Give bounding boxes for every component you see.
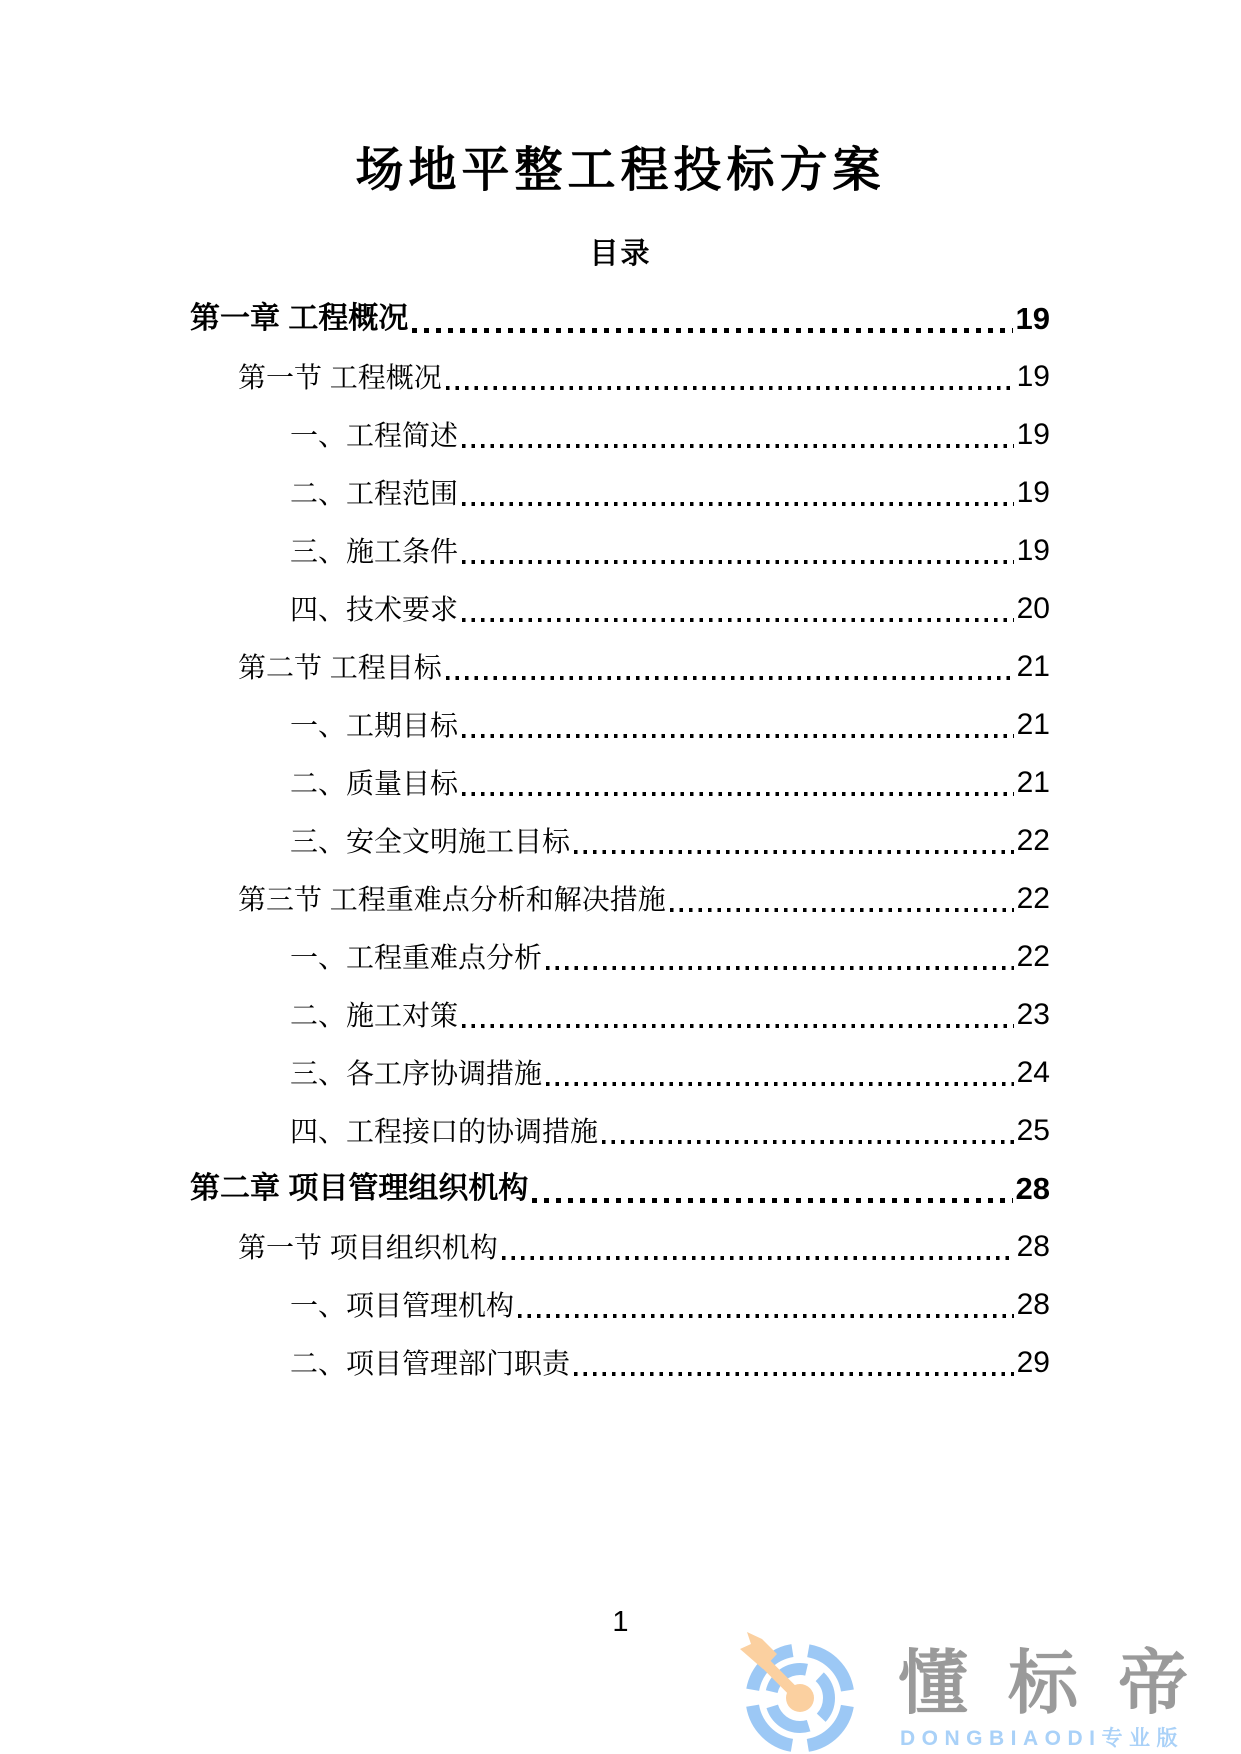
toc-entry-page: 19 — [1016, 534, 1050, 567]
toc-entry-page: 28 — [1015, 1171, 1050, 1206]
toc-dot-leader — [546, 1082, 1014, 1086]
toc-entry[interactable] — [170, 519, 1050, 577]
toc-dot-leader — [574, 850, 1014, 854]
toc-entry-page: 28 — [1016, 1288, 1050, 1321]
toc-dot-leader — [462, 502, 1014, 506]
toc-dot-leader — [670, 908, 1014, 912]
toc-entry[interactable] — [170, 693, 1050, 751]
toc-dot-leader — [574, 1372, 1014, 1376]
toc-dot-leader — [462, 618, 1014, 622]
toc-dot-leader — [446, 386, 1014, 390]
toc-entry-label: 第二节 工程目标 — [238, 652, 442, 683]
toc-entry-page: 19 — [1016, 476, 1050, 509]
toc-entry-label: 二、工程范围 — [290, 478, 459, 509]
toc-entry-page: 22 — [1016, 882, 1050, 915]
toc-entry[interactable] — [170, 925, 1050, 983]
toc-entry-label: 三、安全文明施工目标 — [290, 826, 571, 857]
toc-entry[interactable] — [170, 1041, 1050, 1099]
toc-entry-label: 一、工程重难点分析 — [290, 942, 543, 973]
toc-dot-leader — [546, 966, 1014, 970]
toc-entry-page: 19 — [1015, 301, 1050, 336]
toc-entry-label: 一、项目管理机构 — [290, 1290, 515, 1321]
toc-entry-label: 第二章 项目管理组织机构 — [190, 1172, 529, 1205]
toc-entry[interactable] — [170, 287, 1050, 345]
toc-entry-label: 第一节 项目组织机构 — [238, 1232, 498, 1263]
document-title: 场地平整工程投标方案 — [355, 144, 886, 197]
dongbiaodi-logo-icon — [735, 1630, 865, 1754]
toc-entry[interactable] — [170, 867, 1050, 925]
toc-entry-label: 一、工期目标 — [290, 710, 459, 741]
toc-entry-label: 第三节 工程重难点分析和解决措施 — [238, 884, 666, 915]
toc-entry-page: 21 — [1016, 708, 1050, 741]
toc-entry-page: 25 — [1016, 1114, 1050, 1147]
toc-entry[interactable] — [170, 577, 1050, 635]
toc-dot-leader — [412, 328, 1012, 333]
toc-entry-label: 四、技术要求 — [290, 594, 459, 625]
toc-entry[interactable] — [170, 1157, 1050, 1215]
toc-entry-label: 第一章 工程概况 — [190, 302, 409, 335]
toc-entry[interactable] — [170, 1273, 1050, 1331]
toc-dot-leader — [462, 734, 1014, 738]
toc-dot-leader — [462, 560, 1014, 564]
toc-entry-label: 二、质量目标 — [290, 768, 459, 799]
toc-heading: 目录 — [589, 238, 652, 270]
toc-dot-leader — [446, 676, 1014, 680]
toc-entry-page: 19 — [1016, 360, 1050, 393]
toc-entry[interactable] — [170, 983, 1050, 1041]
toc-entry-label: 四、工程接口的协调措施 — [290, 1116, 599, 1147]
toc-entry[interactable] — [170, 809, 1050, 867]
toc-entry[interactable] — [170, 1215, 1050, 1273]
toc-entry-page: 22 — [1016, 940, 1050, 973]
watermark-brand-text: 懂标帝 — [898, 1644, 1228, 1722]
toc-entry[interactable] — [170, 403, 1050, 461]
toc-entry-label: 第一节 工程概况 — [238, 362, 442, 393]
toc-entry[interactable] — [170, 1099, 1050, 1157]
toc-dot-leader — [462, 444, 1014, 448]
toc-entry[interactable] — [170, 345, 1050, 403]
toc-entry-page: 29 — [1016, 1346, 1050, 1379]
toc-dot-leader — [518, 1314, 1014, 1318]
toc-dot-leader — [502, 1256, 1014, 1260]
toc-entry-page: 23 — [1016, 998, 1050, 1031]
toc-entry-page: 28 — [1016, 1230, 1050, 1263]
toc-dot-leader — [462, 1024, 1014, 1028]
watermark-subtitle-text: DONGBIAODI专业版 — [900, 1727, 1184, 1750]
toc-entry-page: 19 — [1016, 418, 1050, 451]
toc-entry-page: 21 — [1016, 766, 1050, 799]
toc-entry-label: 三、各工序协调措施 — [290, 1058, 543, 1089]
page-number: 1 — [612, 1606, 629, 1638]
toc-dot-leader — [532, 1198, 1012, 1203]
toc-entry[interactable] — [170, 635, 1050, 693]
toc-entry[interactable] — [170, 1331, 1050, 1389]
toc-dot-leader — [602, 1140, 1014, 1144]
toc-entry[interactable] — [170, 461, 1050, 519]
toc-entry-label: 三、施工条件 — [290, 536, 459, 567]
toc-entry-label: 二、施工对策 — [290, 1000, 459, 1031]
toc-entry[interactable] — [170, 751, 1050, 809]
toc-dot-leader — [462, 792, 1014, 796]
toc-entry-page: 21 — [1016, 650, 1050, 683]
toc-entry-page: 22 — [1016, 824, 1050, 857]
toc-entry-page: 20 — [1016, 592, 1050, 625]
toc-entry-label: 一、工程简述 — [290, 420, 459, 451]
table-of-contents — [170, 287, 1050, 1389]
toc-entry-label: 二、项目管理部门职责 — [290, 1348, 571, 1379]
toc-entry-page: 24 — [1016, 1056, 1050, 1089]
